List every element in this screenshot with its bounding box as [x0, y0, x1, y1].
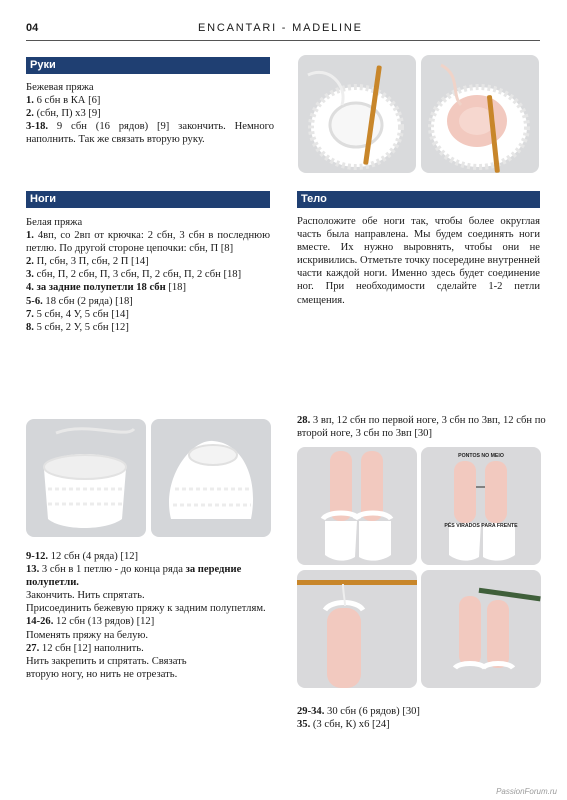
body-text [297, 215, 540, 307]
legs-row: 9-12. 12 сбн (4 ряда) [12] [26, 551, 139, 562]
arms-text [26, 81, 274, 146]
photo-arm-start [298, 55, 416, 173]
page-number: 04 [26, 22, 39, 34]
arms-row: 3-18. 9 сбн (16 рядов) [9] закончить. Немного наполнить. Так же связать вторую руку. [26, 121, 274, 146]
legs-row: 7. 5 сбн, 4 У, 5 сбн [14] [26, 308, 129, 320]
legs-row: 8. 5 сбн, 2 У, 5 сбн [12] [26, 321, 129, 333]
legs-row: Нить закрепить и спрятать. Связать вторую ногу, но нить не отрезать. [26, 655, 187, 680]
section-bar-arms: Руки [26, 57, 270, 74]
legs-row: 27. 12 сбн [12] наполнить. [26, 642, 144, 654]
footer-watermark: PassionForum.ru [496, 787, 557, 796]
header-title: ENCANTARI - MADELINE [198, 22, 363, 34]
photo-legs-pair [297, 447, 417, 565]
arms-yarn: Бежевая пряжа [26, 82, 94, 93]
legs-text-continued [26, 550, 276, 681]
photo-arm-stuffed [421, 55, 539, 173]
photo-legs-marked [421, 447, 541, 565]
legs-row: Присоединить бежевую пряжу к задним полупетлям. [26, 603, 266, 615]
header-rule [26, 40, 540, 41]
photo-foot-sole [26, 419, 146, 537]
legs-row: 1. 4вп, со 2вп от крючка: 2 сбн, 3 сбн в последнюю петлю. По другой стороне цепочки: сбн, П [8] [26, 230, 270, 255]
legs-text [26, 216, 270, 334]
photo-legs-joined [421, 570, 541, 688]
legs-row: 13. 3 сбн в 1 петлю - до конца ряда за передние полупетли. [26, 564, 242, 589]
legs-row: 3. сбн, П, 2 сбн, П, 3 сбн, П, 2 сбн, П, 2 сбн [18] [26, 269, 242, 281]
arms-row: 2. (сбн, П) х3 [9] [26, 108, 101, 120]
legs-row: Закончить. Нить спрятать. [26, 590, 145, 602]
legs-row: 5-6. 18 сбн (2 ряда) [18] [26, 295, 133, 307]
section-bar-body: Тело [297, 191, 540, 208]
photo-label-pes: PÉS VIRADOS PARA FRENTE [444, 523, 518, 529]
legs-row: Поменять пряжу на белую. [26, 629, 149, 641]
section-bar-legs: Ноги [26, 191, 270, 208]
body-rows-end [297, 705, 547, 731]
legs-row: 14-26. 12 сбн (13 рядов) [12] [26, 616, 155, 628]
arms-row: 1. 6 сбн в КА [6] [26, 95, 101, 107]
body-row-28: 28. 3 вп, 12 сбн по первой ноге, 3 сбн по 3вп, 12 сбн по второй ноге, 3 сбн по 3вп [30] [297, 415, 546, 440]
legs-row: 4. за задние полупетли 18 сбн [18] [26, 282, 187, 294]
body-row: 29-34. 30 сбн (6 рядов) [30] [297, 706, 420, 717]
body-paragraph: Расположите обе ноги так, чтобы более округлая часть была направлена. Мы будем соединять ноги вместе. Их нужно выровнять, чтобы они не искривились. Отметьте точку посередине внутренней части каждой ноги. Именно здесь будет соединение ног. При необходимости сделайте 1-2 петли смещения. [297, 216, 540, 306]
legs-yarn: Белая пряжа [26, 217, 83, 228]
legs-row: 2. П, сбн, 3 П, сбн, 2 П [14] [26, 256, 149, 268]
photo-legs-hook [297, 570, 417, 688]
body-row: 35. (3 сбн, К) х6 [24] [297, 719, 390, 731]
photo-foot-shape [151, 419, 271, 537]
photo-label-pontos: PONTOS NO MEIO [458, 453, 504, 459]
